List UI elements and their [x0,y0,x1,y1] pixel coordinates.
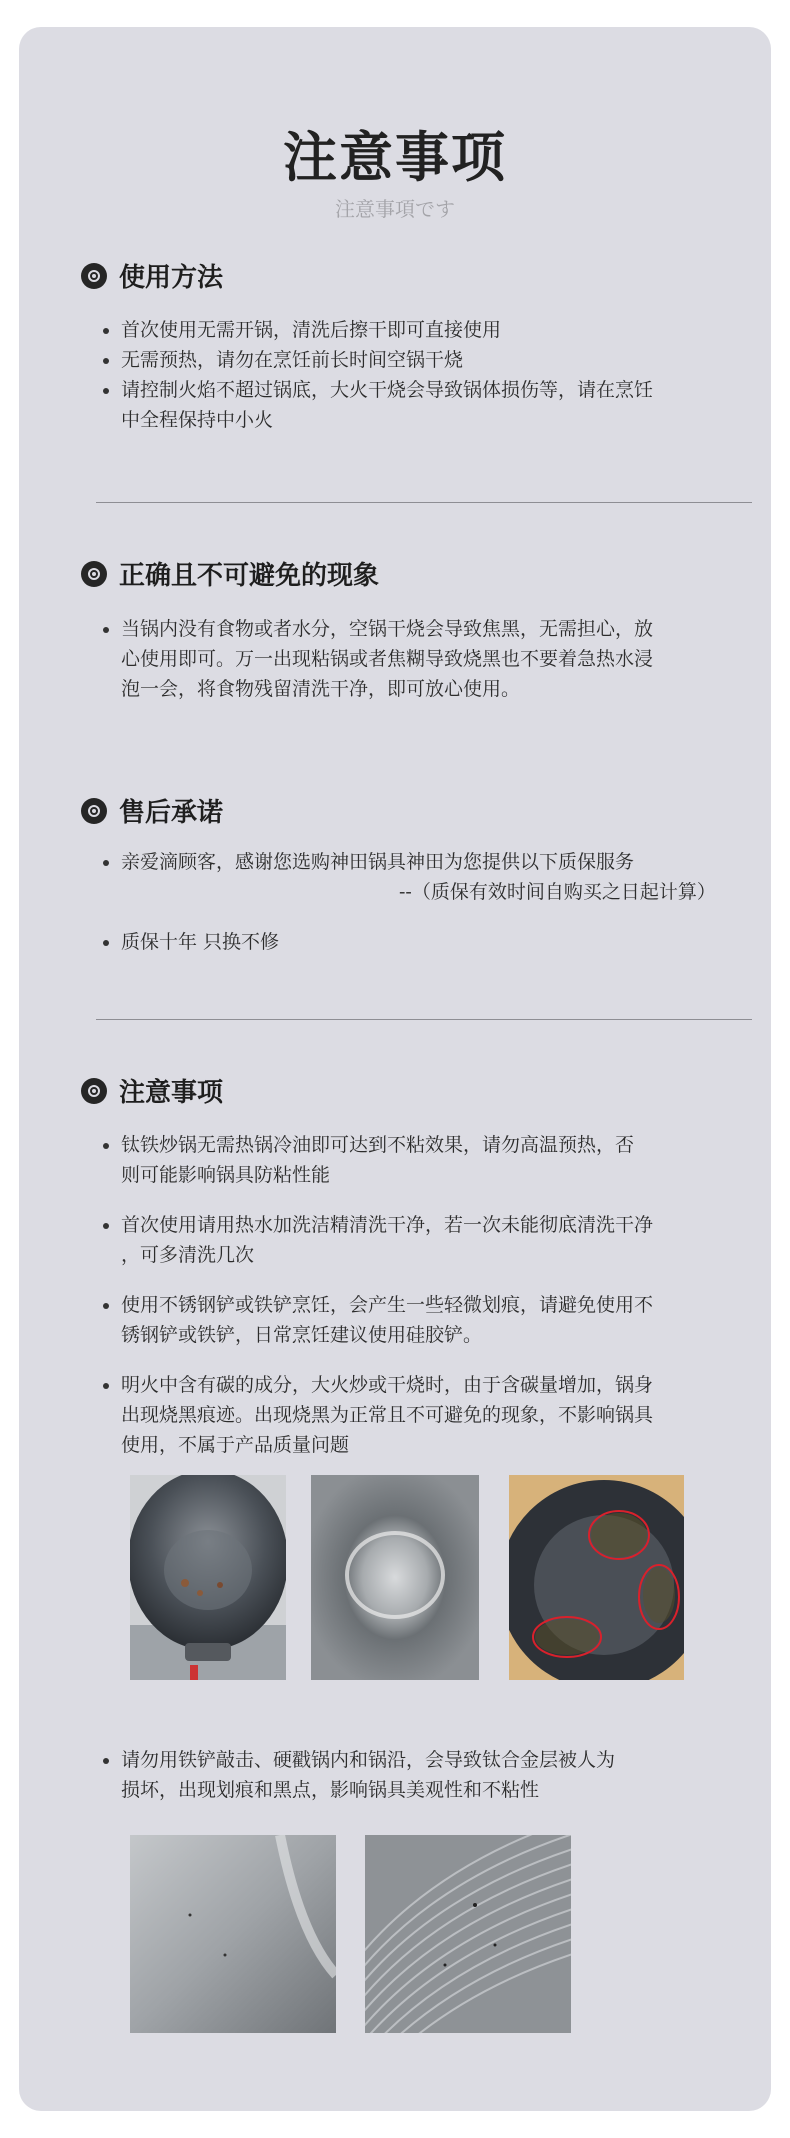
text-line: ，可多清洗几次 [121,1244,255,1266]
cautions-list [101,1370,653,1460]
aftersales-list [101,847,634,877]
circle-bullet-icon [81,1078,107,1104]
circle-bullet-icon [81,561,107,587]
circle-bullet-icon [81,798,107,824]
text-line: 出现烧黑痕迹。出现烧黑为正常且不可避免的现象，不影响锅具 [121,1404,654,1426]
list-item [101,1745,615,1805]
text-line: 使用，不属于产品质量问题 [121,1434,350,1456]
scratch-closeup-photo [365,1835,571,2033]
list-item: 无需预热，请勿在烹饪前长时间空锅干烧 [101,345,653,375]
text-line: 损坏，出现划痕和黑点，影响锅具美观性和不粘性 [121,1779,540,1801]
scratch-surface-photo [130,1835,336,2033]
section-title: 使用方法 [119,263,224,293]
divider [96,1019,752,1020]
section-cautions-header [81,1072,223,1109]
text-line: 钛铁炒锅无需热锅冷油即可达到不粘效果，请勿高温预热，否 [121,1134,635,1156]
warranty-note: --（质保有效时间自购买之日起计算） [399,881,716,903]
section-title: 注意事项 [119,1078,224,1108]
page-subtitle: 注意事項です [335,197,455,221]
list-item: 质保十年 只换不修 [101,927,279,957]
list-item [101,614,653,704]
section-title: 售后承诺 [119,798,224,828]
text-line: 使用不锈钢铲或铁铲烹饪，会产生一些轻微划痕，请避免使用不 [121,1294,654,1316]
text-line: 请勿用铁铲敲击、硬戳锅内和锅沿，会导致钛合金层被人为 [121,1749,616,1771]
wok-stove-photo [130,1475,286,1680]
cautions-list [101,1290,653,1350]
text-line: 泡一会，将食物残留清洗干净，即可放心使用。 [121,678,521,700]
list-item: 首次使用无需开锅，清洗后擦干即可直接使用 [101,315,653,345]
page-title: 注意事项 [283,125,507,189]
list-item: 亲爱滴顾客，感谢您选购神田锅具神田为您提供以下质保服务 [101,847,634,877]
list-item [101,1290,653,1350]
list-item [101,1130,634,1190]
text-line: 当锅内没有食物或者水分，空锅干烧会导致焦黑，无需担心，放 [121,618,654,640]
text-line: 锈钢铲或铁铲，日常烹饪建议使用硅胶铲。 [121,1324,483,1346]
content-card [19,27,771,2111]
usage-list [101,315,653,435]
list-item [101,1210,653,1270]
section-phenomenon-header [81,555,379,592]
divider [96,502,752,503]
list-item-continuation: 中全程保持中小火 [121,409,274,431]
cautions-list [101,1130,634,1190]
section-title: 正确且不可避免的现象 [119,561,380,591]
cautions-list [101,1745,615,1805]
aftersales-list-2 [101,927,279,957]
cautions-list [101,1210,653,1270]
section-aftersales-header [81,792,223,829]
text-line: 首次使用请用热水加洗洁精清洗干净，若一次未能彻底清洗干净 [121,1214,654,1236]
text-line: 心使用即可。万一出现粘锅或者焦糊导致烧黑也不要着急热水浸 [121,648,654,670]
wok-burn-mark-photo [311,1475,479,1680]
circle-bullet-icon [81,263,107,289]
text-line: 明火中含有碳的成分，大火炒或干烧时，由于含碳量增加，锅身 [121,1374,654,1396]
phenomenon-list [101,614,653,704]
list-item [101,1370,653,1460]
text-line: 则可能影响锅具防粘性能 [121,1164,331,1186]
wok-marked-areas-photo [509,1475,684,1680]
section-usage-header [81,257,223,294]
list-item: 请控制火焰不超过锅底，大火干烧会导致锅体损伤等，请在烹饪 [101,375,653,405]
